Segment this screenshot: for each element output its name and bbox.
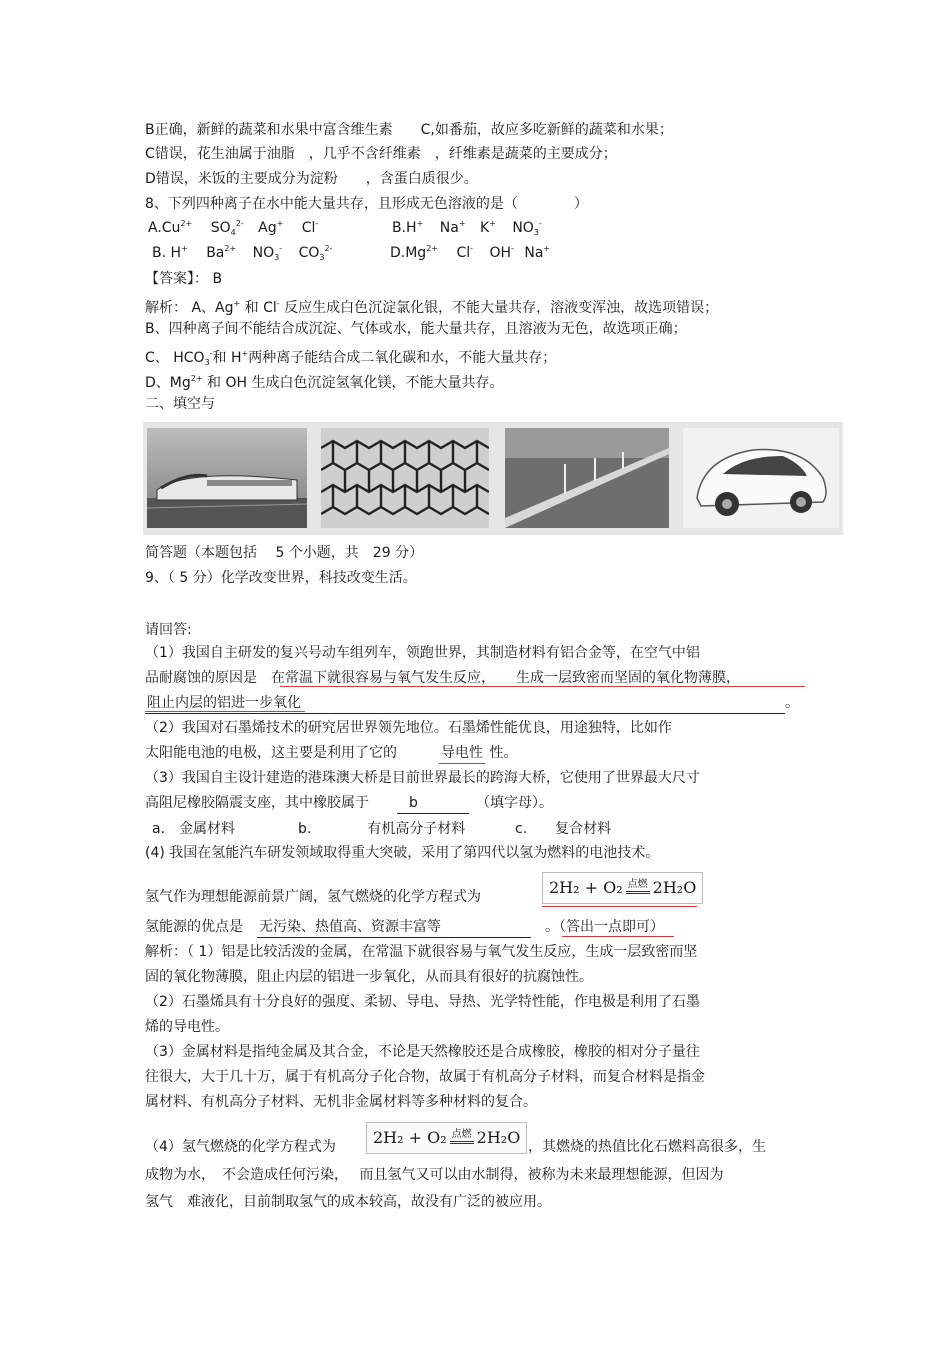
option-c: B. H+ $Ba^{2+}$ $NO_3^-$ $CO_3^{2-}$ [152,244,333,262]
question-8-title: 8、下列四种离子在水中能大量共存，且形成无色溶液的是（ ） [145,196,588,212]
combustion-equation: 2H₂ + O₂ 点燃 2H₂O [542,872,703,904]
analysis-8-b: B、四种离子间不能结合成沉淀、气体或水，能大量共存，且溶液为无色，故选项正确； [145,321,687,337]
sea-bridge-image [505,428,669,528]
answer-underline [280,686,805,687]
analysis-9-line: ，其燃烧的热值比化石燃料高很多，生 [528,1139,766,1155]
answer-text: 无污染、热值高、资源丰富等 [257,917,531,938]
question-9-ask: 请回答: [145,622,192,638]
q9-part1-line2: 品耐腐蚀的原因是 在常温下就很容易与氧气发生反应， 生成一层致密而坚固的氧化物薄膜， [145,670,740,686]
answer-underline [562,936,674,937]
analysis-9-line: 固的氧化物薄膜，阻止内层的铝进一步氧化，从而具有很好的抗腐蚀性。 [145,969,593,985]
q9-part4-line2: 氢气作为理想能源前景广阔，氢气燃烧的化学方程式为 [145,889,481,905]
answer-text: b [397,793,469,814]
answer-text: 阻止内层的铝进一步氧化 [145,693,785,714]
analysis-9-line: （4）氢气燃烧的化学方程式为 [145,1139,336,1155]
material-option-c: c. 复合材料 [515,821,612,837]
combustion-equation: 2H₂ + O₂ 点燃 2H₂O [366,1122,527,1154]
analysis-9-line: 烯的导电性。 [145,1019,229,1035]
section-heading: 二、填空与 [145,396,215,412]
analysis-9-line: 氢气 难液化，目前制取氢气的成本较高，故没有广泛的被应用。 [145,1194,551,1210]
option-a: $A.Cu^{2+}$ $SO_4^{2-}$ Ag+ Cl- [148,219,319,237]
q9-part1-line3: 阻止内层的铝进一步氧化 。 [145,693,799,714]
q9-part3-line2: 高阻尼橡胶隔震支座，其中橡胶属于 b （填字母）。 [145,793,553,814]
analysis-9-line: 属材料、有机高分子材料、无机非金属材料等多种材料的复合。 [145,1094,537,1110]
option-d: $D.Mg^{2+}$ Cl- OH- Na+ [390,244,551,261]
hydrogen-car-image [683,428,839,528]
answer-text: 导电性 [439,743,485,764]
text-line: B正确，新鲜的蔬菜和水果中富含维生素 C,如番茄，故应多吃新鲜的蔬菜和水果； [145,122,673,138]
analysis-8-a: 解析： A、Ag+ 和 Cl- 反应生成白色沉淀氯化银，不能大量共存，溶液变浑浊，故选项错误； [145,299,719,316]
analysis-8-c: C、 $HCO_3^-$和 H+两种离子能结合成二氧化碳和水，不能大量共存； [145,349,557,367]
material-option-b: b. 有机高分子材料 [298,821,466,837]
bullet-train-image [147,428,307,528]
analysis-9-line: 往很大，大于几十万，属于有机高分子化合物，故属于有机高分子材料，而复合材料是指金 [145,1069,705,1085]
q9-part4-line1: (4) 我国在氢能汽车研发领域取得重大突破，采用了第四代以氢为燃料的电池技术。 [145,845,660,861]
answer-8: 【答案】： B [145,271,223,287]
answer-underline [145,711,305,712]
q9-part2-line2: 太阳能电池的电极，这主要是利用了它的 导电性 性。 [145,743,517,764]
analysis-9-line: 成物为水， 不会造成任何污染， 而且氢气又可以由水制得，被称为未来最理想能源，但因为 [145,1167,724,1183]
q9-part3-line1: （3）我国自主设计建造的港珠澳大桥是目前世界最长的跨海大桥，它使用了世界最大尺寸 [145,770,700,786]
answer-text: 在常温下就很容易与氧气发生反应， 生成一层致密而坚固的氧化物薄膜， [271,670,740,686]
option-b: B.H+ Na+ K+ $NO_3^-$ [392,219,542,237]
text-line: D错误，米饭的主要成分为淀粉 ，含蛋白质很少。 [145,171,478,187]
section-subheading: 简答题（本题包括 5 个小题，共 29 分） [145,545,424,561]
analysis-9-line: 解析：（ 1）铝是比较活泼的金属，在常温下就很容易与氧气发生反应，生成一层致密而坚 [145,944,698,960]
analysis-9-line: （2）石墨烯具有十分良好的强度、柔韧、导电、导热、光学特性能，作电极是利用了石墨 [145,994,700,1010]
answer-underline [542,906,697,907]
q9-part1-line1: （1）我国自主研发的复兴号动车组列车，领跑世界，其制造材料有铝合金等，在空气中铝 [145,645,700,661]
question-9-title: 9、（ 5 分）化学改变世界，科技改变生活。 [145,570,417,586]
text-line: C错误，花生油属于油脂 ，几乎不含纤维素 ，纤维素是蔬菜的主要成分； [145,146,617,162]
analysis-8-d: D、$Mg^{2+}$ 和 OH 生成白色沉淀氢氧化镁，不能大量共存。 [145,374,504,391]
analysis-9-line: （3）金属材料是指纯金属及其合金，不论是天然橡胶还是合成橡胶，橡胶的相对分子量往 [145,1044,700,1060]
q9-part4-line3: 氢能源的优点是 无污染、热值高、资源丰富等 。（答出一点即可） [145,917,664,938]
photo-strip [143,422,843,535]
graphene-lattice-image [321,428,489,528]
q9-part2-line1: （2）我国对石墨烯技术的研究居世界领先地位。石墨烯性能优良，用途独特，比如作 [145,720,672,736]
material-option-a: a. 金属材料 [152,821,236,837]
